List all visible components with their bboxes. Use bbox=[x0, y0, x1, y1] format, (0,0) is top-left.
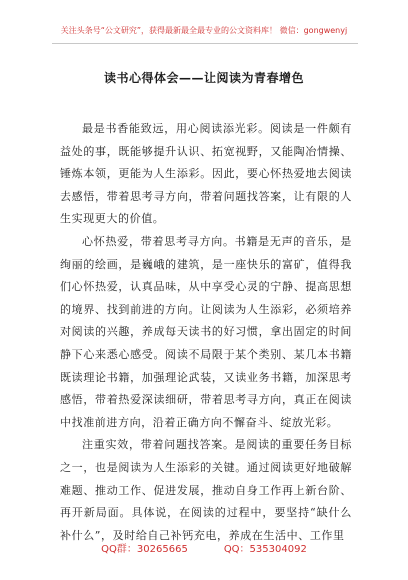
header-divider bbox=[52, 43, 358, 44]
document-title: 读书心得体会——让阅读为青春增色 bbox=[103, 71, 304, 85]
footer-qq: QQ：535304092 bbox=[223, 544, 307, 555]
footer-contacts bbox=[0, 540, 408, 555]
header-note: 关注头条号“公文研究”，获得最新最全最专业的公文资料库！ 微信：gongwenyj bbox=[60, 26, 348, 35]
footer-qq-group: QQ群：30265665 bbox=[101, 544, 188, 555]
document-body bbox=[60, 118, 352, 547]
paragraph-1: 最是书香能致远，用心阅读添光彩。阅读是一件颇有益处的事，既能够提升认识、拓宽视野，又能陶冶情操、锤炼本领，更能为人生添彩。因此，要心怀热爱地去阅读去感悟，带着思考寻方向，带着问题找答案，让有限的人生实现更大的价值。 bbox=[60, 122, 352, 226]
paragraph-3: 注重实效，带着问题找答案。是阅读的重要任务目标之一，也是阅读为人生添彩的关键。通过阅读更好地破解难题、推动工作、促进发展，推动自身工作再上新台阶、再开新局面。具体说，在阅读的过程中，要坚持“缺什么补什么”，及时给自己补钙充电，养成在生活中、工作里 bbox=[60, 438, 352, 542]
paragraph-2: 心怀热爱，带着思考寻方向。书籍是无声的音乐，是绚丽的绘画，是巍峨的建筑，是一座快乐的富矿，值得我们心怀热爱，认真品味，从中享受心灵的宁静、提高思想的境界、找到前进的方向。让阅读为人生添彩，必须培养对阅读的兴趣，养成每天读书的好习惯，拿出固定的时间静下心来悉心感受。阅读不局限于某个类别、某几本书籍既读理论书籍，加强理论武装，又读业务书籍，加深思考感悟，带着热爱深读细研，带着思考寻方向，真正在阅读中找准前进方向，沿着正确方向不懈奋斗、绽放光彩。 bbox=[60, 234, 352, 429]
